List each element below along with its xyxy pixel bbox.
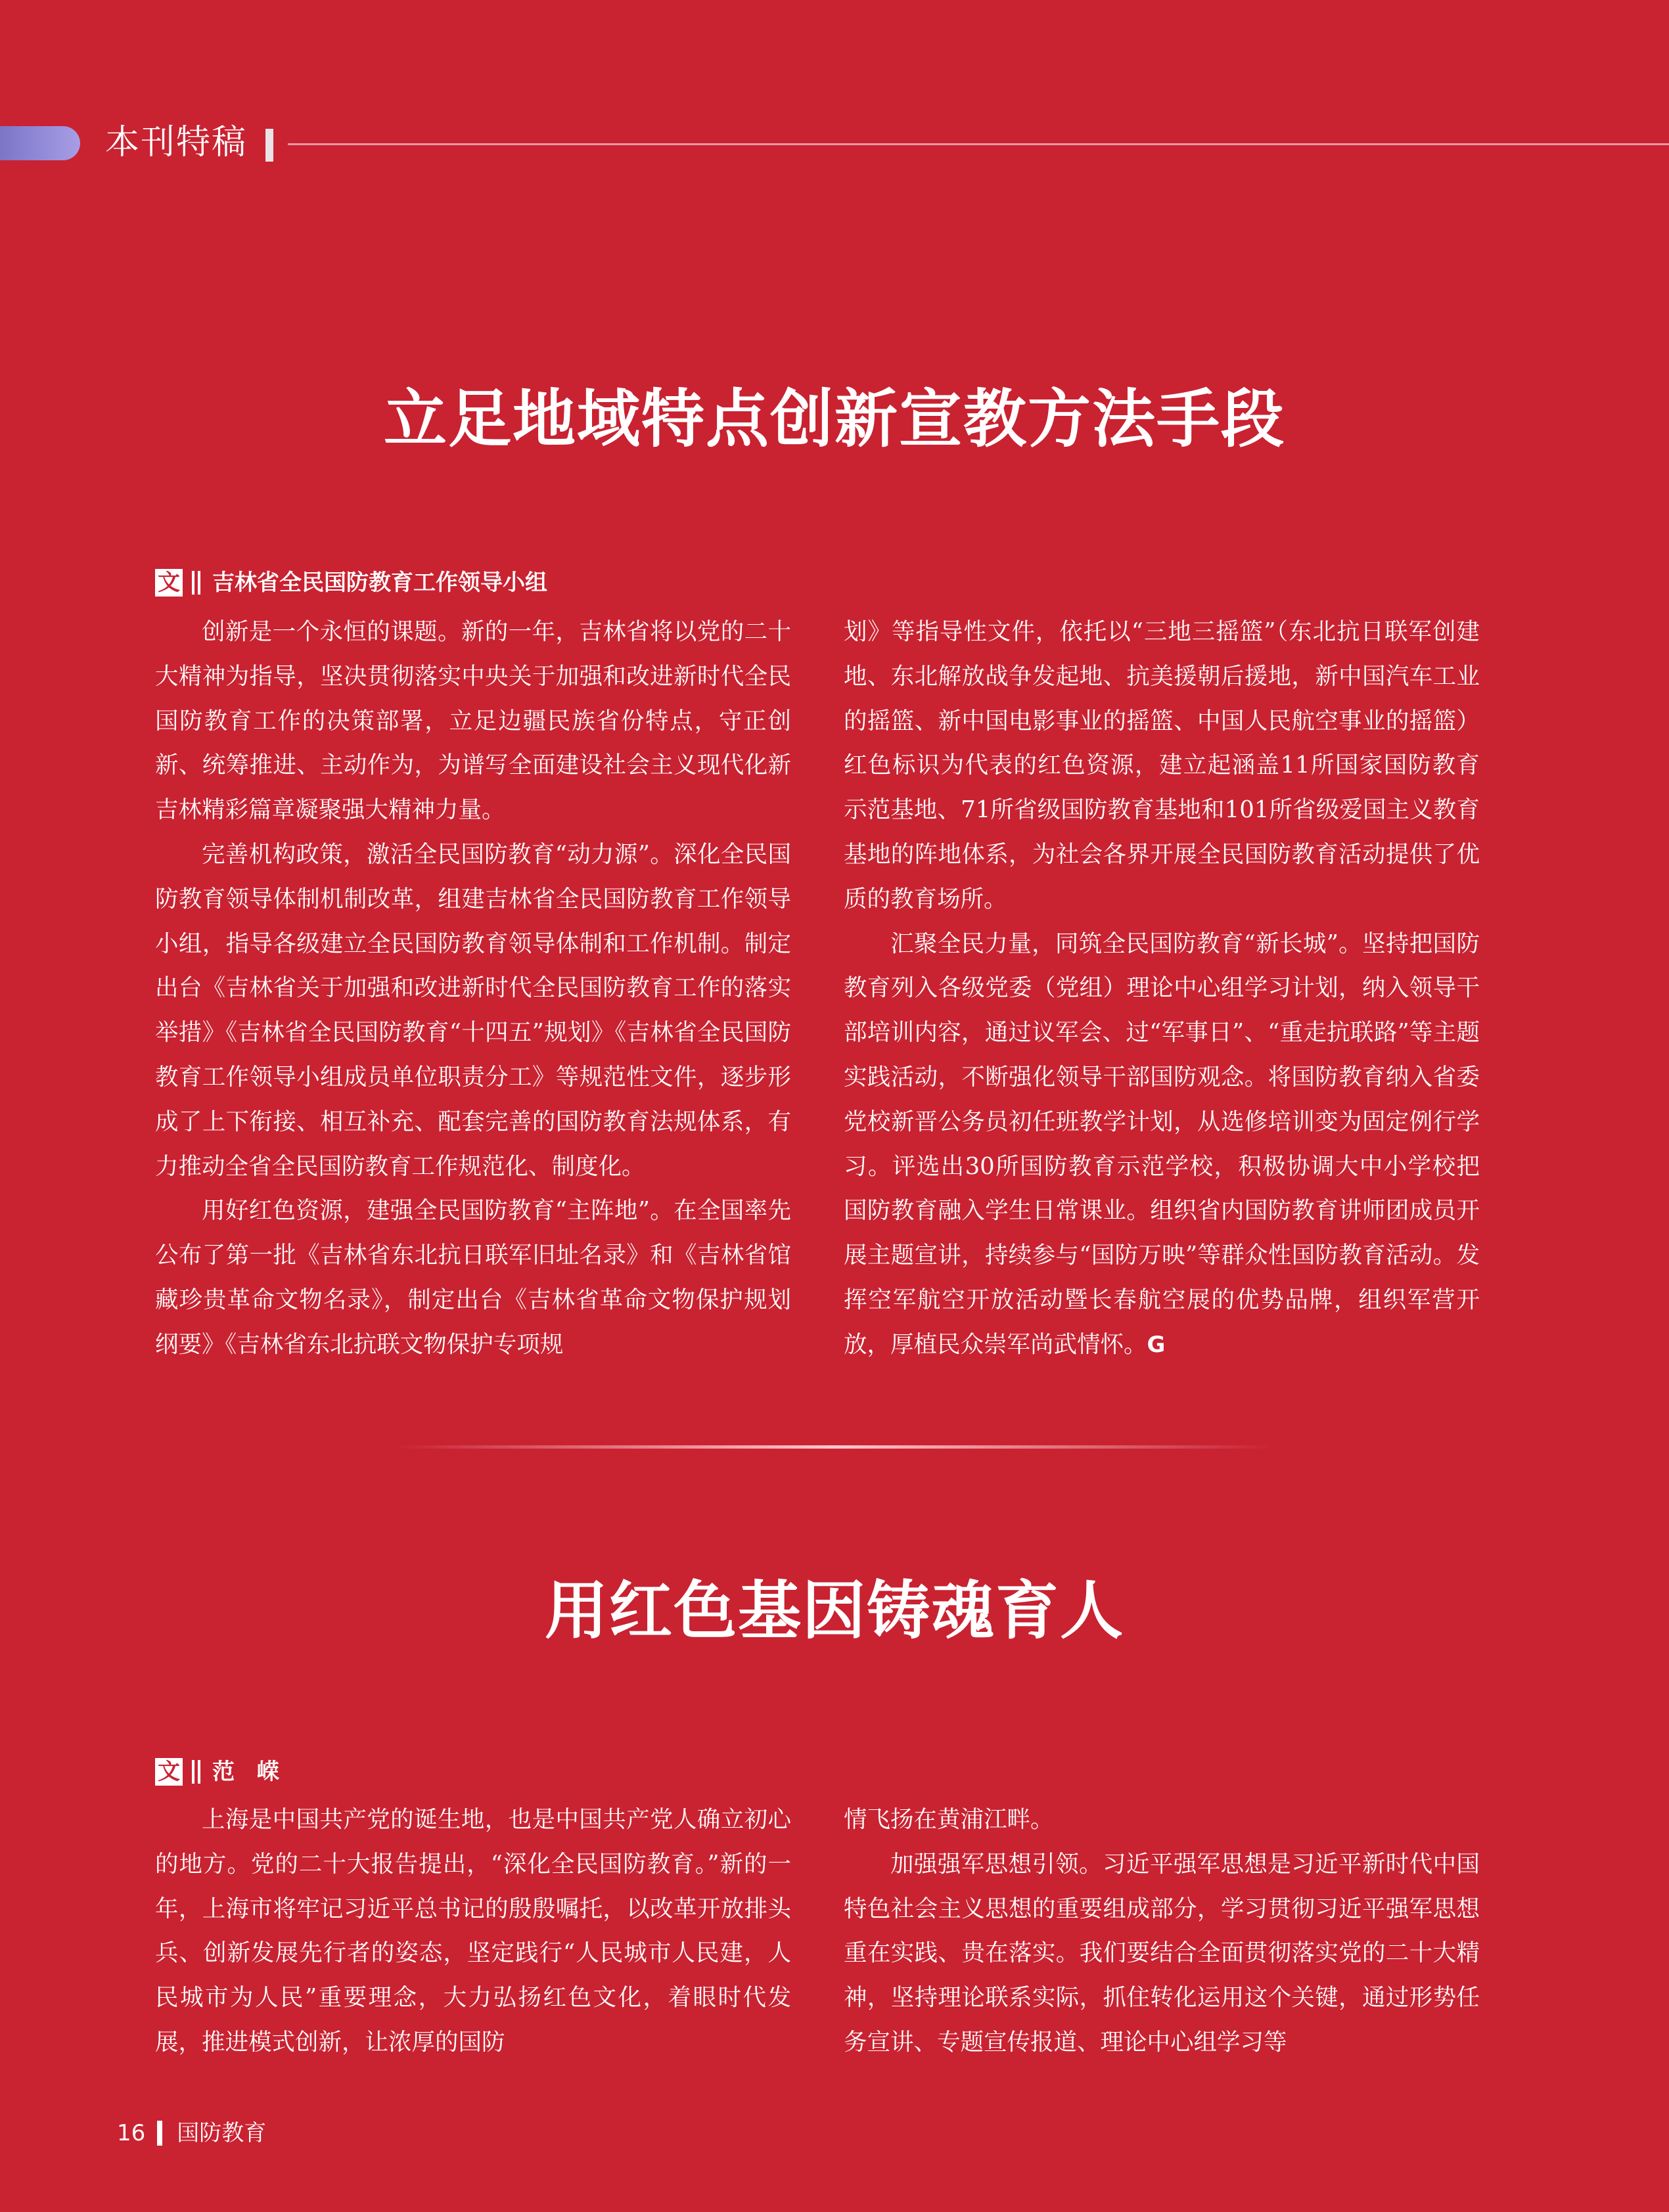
article-divider xyxy=(394,1445,1275,1449)
footer-divider xyxy=(157,2121,162,2146)
section-title-bar xyxy=(265,129,273,162)
byline-divider xyxy=(198,571,200,595)
paragraph: 上海是中国共产党的诞生地，也是中国共产党人确立初心的地方。党的二十大报告提出，“深化全民国防教育。”新的一年，上海市将牢记习近平总书记的殷殷嘱托，以改革开放排头兵、创新发展先行者的姿态，坚定践行“人民城市人民建，人民城市为人民”重要理念，大力弘扬红色文化，着眼时代发展，推进模式创新，让浓厚的国防 xyxy=(155,1806,791,2056)
paragraph: 完善机构政策，激活全民国防教育“动力源”。深化全民国防教育领导体制机制改革，组建吉林省全民国防教育工作领导小组，指导各级建立全民国防教育领导体制和工作机制。制定出台《吉林省关于加强和改进新时代全民国防教育工作的落实举措》《吉林省全民国防教育“十四五”规划》《吉林省全民国防教育工作领导小组成员单位职责分工》等规范性文件，逐步形成了上下衔接、相互补充、配套完善的国防教育法规体系，有力推动全省全民国防教育工作规范化、制度化。 xyxy=(155,840,791,1180)
article2-author: 范 嵘 xyxy=(212,1759,279,1785)
paragraph: 创新是一个永恒的课题。新的一年，吉林省将以党的二十大精神为指导，坚决贯彻落实中央关于加强和改进新时代全民国防教育工作的决策部署，立足边疆民族省份特点，守正创新、统筹推进、主动作为，为谱写全面建设社会主义现代化新吉林精彩篇章凝聚强大精神力量。 xyxy=(155,618,791,824)
article1-left-column xyxy=(155,610,791,1367)
byline-tag: 文 xyxy=(155,569,183,597)
article1-right-column xyxy=(844,610,1480,1368)
article2-title: 用红色基因铸魂育人 xyxy=(545,1574,1124,1648)
section-title: 本刊特稿 xyxy=(105,123,248,162)
magazine-name: 国防教育 xyxy=(177,2120,267,2146)
byline-divider xyxy=(192,1760,194,1784)
article1-byline xyxy=(155,566,547,599)
article1-title: 立足地域特点创新宣教方法手段 xyxy=(384,382,1285,456)
paragraph: 加强强军思想引领。习近平强军思想是习近平新时代中国特色社会主义思想的重要组成部分，学习贯彻习近平强军思想重在实践、贵在落实。我们要结合全面贯彻落实党的二十大精神，坚持理论联系实际，抓住转化运用这个关键，通过形势任务宣讲、专题宣传报道、理论中心组学习等 xyxy=(844,1850,1480,2056)
byline-divider xyxy=(192,571,194,595)
paragraph: 用好红色资源，建强全民国防教育“主阵地”。在全国率先公布了第一批《吉林省东北抗日联军旧址名录》和《吉林省馆藏珍贵革命文物名录》，制定出台《吉林省革命文物保护规划纲要》《吉林省东北抗联文物保护专项规 xyxy=(155,1197,791,1358)
byline-divider xyxy=(198,1760,200,1784)
byline-tag: 文 xyxy=(155,1758,183,1786)
paragraph: 划》等指导性文件，依托以“三地三摇篮”（东北抗日联军创建地、东北解放战争发起地、抗美援朝后援地，新中国汽车工业的摇篮、新中国电影事业的摇篮、中国人民航空事业的摇篮）红色标识为代表的红色资源，建立起涵盖11所国家国防教育示范基地、71所省级国防教育基地和101所省级爱国主义教育基地的阵地体系，为社会各界开展全民国防教育活动提供了优质的教育场所。 xyxy=(844,618,1480,913)
paragraph-text: 汇聚全民力量，同筑全民国防教育“新长城”。坚持把国防教育列入各级党委（党组）理论中心组学习计划，纳入领导干部培训内容，通过议军会、过“军事日”、“重走抗联路”等主题实践活动，不断强化领导干部国防观念。将国防教育纳入省委党校新晋公务员初任班教学计划，从选修培训变为固定例行学习。评选出30所国防教育示范学校，积极协调大中小学校把国防教育融入学生日常课业。组织省内国防教育讲师团成员开展主题宣讲，持续参与“国防万映”等群众性国防教育活动。发挥空军航空开放活动暨长春航空展的优势品牌，组织军营开放，厚植民众崇军尚武情怀。 xyxy=(844,930,1480,1358)
article2-left-column xyxy=(155,1797,791,2065)
paragraph xyxy=(844,922,1480,1368)
end-mark: G xyxy=(1147,1331,1166,1358)
article2-right-column xyxy=(844,1797,1480,2065)
paragraph: 情飞扬在黄浦江畔。 xyxy=(844,1806,1054,1833)
page-footer xyxy=(117,2117,266,2150)
article1-author: 吉林省全民国防教育工作领导小组 xyxy=(212,570,547,596)
page-number: 16 xyxy=(117,2120,146,2146)
article2-byline xyxy=(155,1755,279,1788)
section-marker xyxy=(0,126,80,160)
header-rule xyxy=(288,143,1669,145)
